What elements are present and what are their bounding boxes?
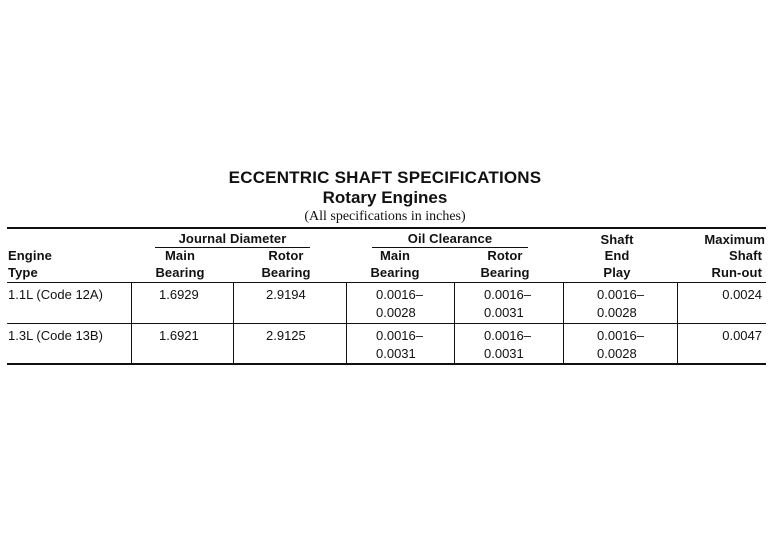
header-oil-main-line2: Bearing [370, 265, 420, 280]
header-journal-main-line1: Main [164, 248, 195, 263]
header-journal-rotor-line1: Rotor [268, 248, 304, 263]
column-divider [677, 283, 678, 364]
cell-oil-rotor-line1: 0.0016– [484, 328, 531, 343]
cell-engine: 1.3L (Code 13B) [8, 328, 103, 343]
header-oil-rotor-line2: Bearing [480, 265, 530, 280]
cell-oil-main-line2: 0.0028 [376, 305, 416, 320]
header-runout-line2: Shaft [729, 248, 762, 263]
table-subtitle: Rotary Engines [322, 188, 448, 207]
cell-journal-main: 1.6921 [159, 328, 199, 343]
header-rule [7, 282, 766, 283]
units-note: (All specifications in inches) [304, 209, 466, 224]
header-engine-type-line2: Type [8, 265, 38, 280]
header-engine-type-line1: Engine [8, 248, 52, 263]
header-journal-rotor-line2: Bearing [261, 265, 311, 280]
header-end-play-line1: Shaft [600, 232, 634, 247]
cell-journal-main: 1.6929 [159, 287, 199, 302]
table-title: ECCENTRIC SHAFT SPECIFICATIONS [228, 168, 542, 187]
column-divider [346, 283, 347, 364]
cell-end-play-line2: 0.0028 [597, 305, 637, 320]
header-oil-rotor-line1: Rotor [487, 248, 523, 263]
header-end-play-line3: Play [603, 265, 631, 280]
cell-oil-rotor-line2: 0.0031 [484, 305, 524, 320]
cell-oil-rotor-line1: 0.0016– [484, 287, 531, 302]
row-divider [7, 323, 766, 324]
header-end-play-line2: End [604, 248, 630, 263]
group-header-oil-clearance: Oil Clearance [407, 231, 493, 246]
bottom-rule [7, 363, 766, 365]
cell-end-play-line2: 0.0028 [597, 346, 637, 361]
column-divider [563, 283, 564, 364]
top-rule [7, 227, 766, 229]
header-journal-main-line2: Bearing [155, 265, 205, 280]
cell-oil-main-line2: 0.0031 [376, 346, 416, 361]
header-oil-main-line1: Main [379, 248, 410, 263]
cell-runout: 0.0024 [722, 287, 762, 302]
cell-journal-rotor: 2.9125 [266, 328, 306, 343]
cell-oil-rotor-line2: 0.0031 [484, 346, 524, 361]
group-header-journal-diameter: Journal Diameter [178, 231, 287, 246]
cell-end-play-line1: 0.0016– [597, 328, 644, 343]
cell-journal-rotor: 2.9194 [266, 287, 306, 302]
cell-oil-main-line1: 0.0016– [376, 287, 423, 302]
header-runout-line3: Run-out [711, 265, 762, 280]
column-divider [233, 283, 234, 364]
cell-runout: 0.0047 [722, 328, 762, 343]
column-divider [131, 283, 132, 364]
header-runout-line1: Maximum [704, 232, 765, 247]
column-divider [454, 283, 455, 364]
cell-oil-main-line1: 0.0016– [376, 328, 423, 343]
cell-end-play-line1: 0.0016– [597, 287, 644, 302]
cell-engine: 1.1L (Code 12A) [8, 287, 103, 302]
